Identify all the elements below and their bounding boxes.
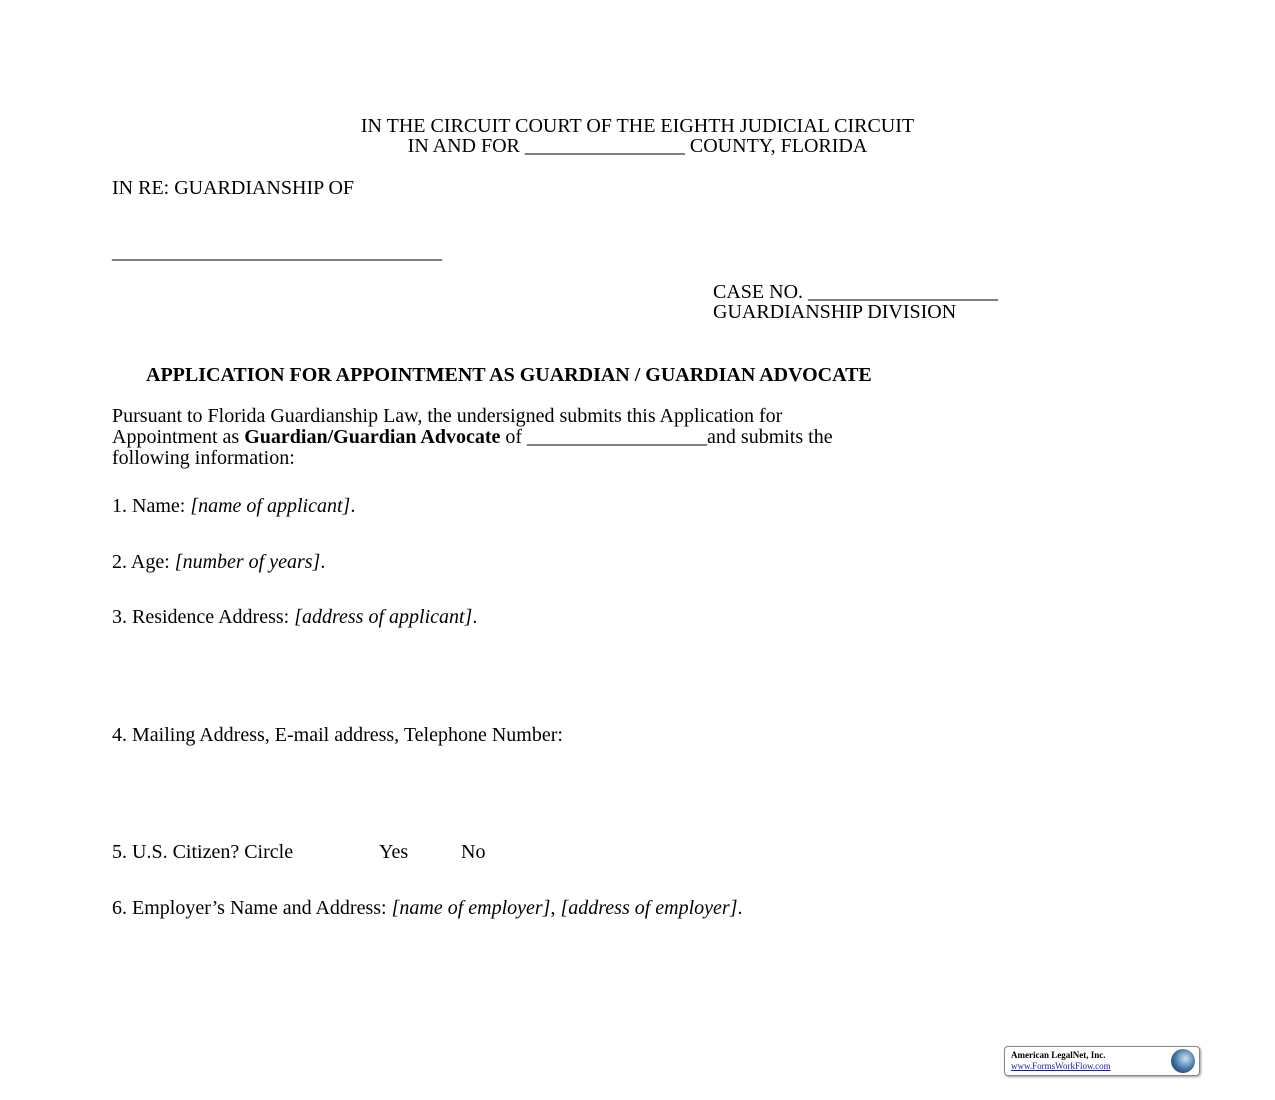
case-number: CASE NO. ___________________ [713, 281, 999, 303]
item-end: . [350, 495, 356, 517]
item-placeholder: [name of applicant] [190, 495, 351, 517]
in-re-label: IN RE: GUARDIANSHIP OF [112, 177, 355, 199]
intro-text: of __________________and submits the [500, 426, 833, 448]
item-mailing: 4. Mailing Address, E-mail address, Telephone Number: [112, 724, 563, 746]
american-legalnet-logo[interactable] [1004, 1046, 1200, 1076]
document-title: APPLICATION FOR APPOINTMENT AS GUARDIAN / GUARDIAN ADVOCATE [146, 364, 872, 386]
item-label: 5. U.S. Citizen? Circle [112, 841, 294, 863]
item-label: 1. Name: [112, 495, 191, 517]
item-end: . [320, 551, 326, 573]
logo-name: American LegalNet, Inc. [1011, 1050, 1106, 1060]
ward-name-blank: _________________________________ [112, 241, 442, 263]
intro-bold: Guardian/Guardian Advocate [244, 426, 501, 448]
item-placeholder: [name of employer] [391, 897, 551, 919]
logo-link[interactable]: www.FormsWorkFlow.com [1011, 1061, 1111, 1071]
item-residence [112, 607, 477, 628]
item-citizen [112, 841, 486, 863]
item-label: 6. Employer’s Name and Address: [112, 897, 392, 919]
item-label: 3. Residence Address: [112, 606, 295, 628]
intro-text: Appointment as [112, 426, 245, 448]
court-header-line2: IN AND FOR ________________ COUNTY, FLORIDA [407, 135, 868, 157]
item-sep: , [550, 897, 561, 919]
court-header-line1: IN THE CIRCUIT COURT OF THE EIGHTH JUDICIAL CIRCUIT [360, 115, 915, 137]
no-option: No [461, 841, 486, 863]
item-placeholder: [number of years] [174, 551, 321, 573]
intro-line1: Pursuant to Florida Guardianship Law, the undersigned submits this Application for [112, 405, 783, 427]
item-employer [112, 898, 742, 919]
yes-option: Yes [379, 841, 409, 863]
item-end: . [737, 897, 743, 919]
intro-line2 [112, 427, 833, 448]
globe-icon [1171, 1049, 1195, 1073]
item-age [112, 552, 325, 573]
item-placeholder: [address of applicant] [294, 606, 473, 628]
item-name [112, 496, 355, 517]
item-end: . [472, 606, 478, 628]
item-label: 2. Age: [112, 551, 175, 573]
division: GUARDIANSHIP DIVISION [713, 301, 957, 323]
intro-line3: following information: [112, 447, 295, 469]
item-placeholder: [address of employer] [560, 897, 738, 919]
